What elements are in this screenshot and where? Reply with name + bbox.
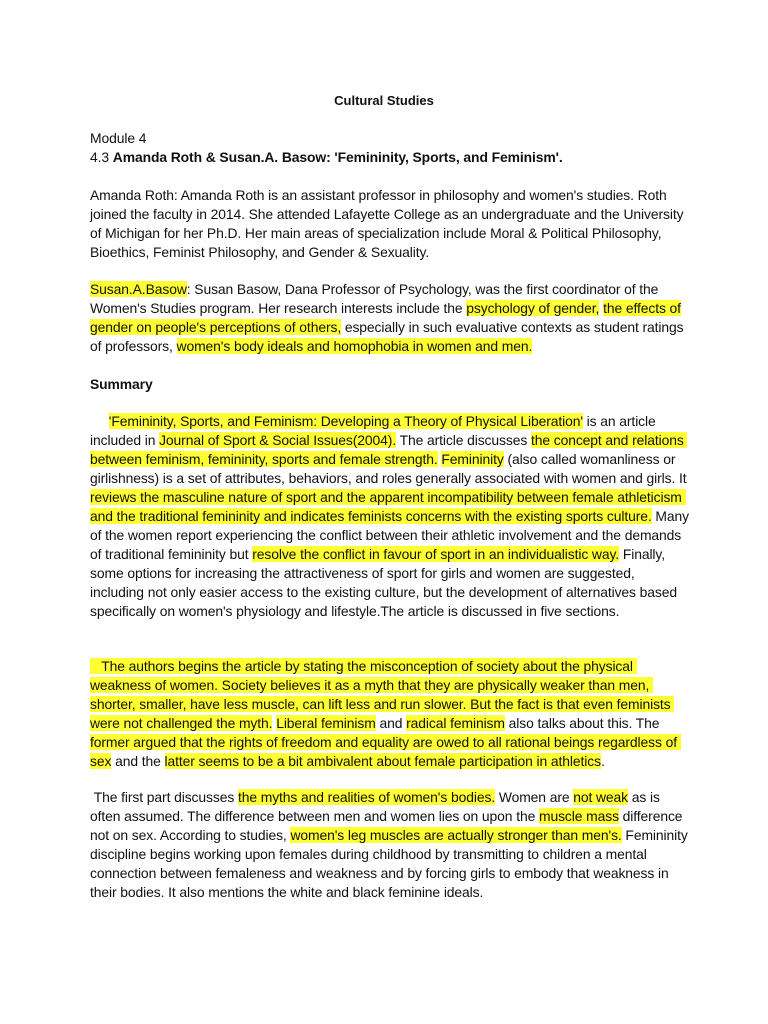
roth-bio: Amanda Roth: Amanda Roth is an assistant professor in philosophy and women's studies. Roth joined the faculty in 2014. She attended Lafayette College as an undergraduate and the University of Michigan for her Ph.D. Her main areas of specialization include Moral & Political Philosophy, Bioethics, Feminist Philosophy, and Gender & Sexuality. (90, 187, 684, 260)
text-segment: Women are (495, 789, 574, 805)
highlighted-text: women's body ideals and homophobia in women and men. (176, 338, 533, 354)
module-heading (90, 129, 690, 167)
highlighted-text: women's leg muscles are actually stronger than men's. (290, 827, 622, 843)
highlighted-text: resolve the conflict in favour of sport in an individualistic way. (252, 546, 620, 562)
text-segment: : Susan Basow, Dana Professor of Psychology, was the first coordinator of the Women's Studies program. Her research interests include the (90, 281, 659, 316)
highlighted-text: latter seems to be a bit ambivalent about female participation in athletics (164, 753, 601, 769)
summary-paragraph-3 (90, 788, 690, 902)
text-segment: (also called womanliness or girlishness) is a set of attributes, behaviors, and roles generally associated with women and girls. It (90, 451, 691, 486)
highlighted-text: the concept and relations between feminism, femininity, sports and female strength. (90, 432, 688, 467)
highlighted-text: 'Femininity, Sports, and Feminism: Developing a Theory of Physical Liberation' (108, 413, 583, 429)
page-title: Cultural Studies (334, 93, 434, 108)
highlighted-text: muscle mass (538, 808, 619, 824)
highlighted-text: reviews the masculine nature of sport and the apparent incompatibility between female athleticism and the traditional femininity and indicates feminists concerns with the existing sports culture. (90, 489, 686, 524)
highlighted-text: psychology of gender, (466, 300, 600, 316)
highlighted-text: Susan.A.Basow (90, 281, 187, 297)
highlighted-text: Liberal feminism (276, 715, 376, 731)
text-segment: The article discusses (396, 432, 531, 448)
text-segment (90, 413, 109, 429)
text-segment: also talks about this. The (504, 715, 664, 731)
article-heading-number: 4.3 (90, 149, 110, 165)
highlighted-text: radical feminism (406, 715, 505, 731)
summary-paragraph-1 (90, 412, 693, 621)
text-segment: and the (111, 753, 165, 769)
text-segment: as is often assumed. The difference between men and women lies on upon the (90, 789, 664, 824)
text-segment: difference not on sex. According to studies, (90, 808, 687, 843)
text-segment: Femininity discipline begins working upon females during childhood by transmitting to children a mental connection between femaleness and weakness and by forcing girls to embody that weakness in their bodies. It also mentions the white and black feminine ideals. (90, 827, 692, 900)
highlighted-text: the effects of gender on people's perceptions of others, (90, 300, 681, 335)
highlighted-text: the myths and realities of women's bodies. (237, 789, 496, 805)
text-segment: Many of the women report experiencing the conflict between their athletic involvement and the demands of traditional femininity but (90, 508, 693, 562)
text-segment: and (375, 715, 407, 731)
article-heading-title: Amanda Roth & Susan.A. Basow: 'Femininity, Sports, and Feminism'. (112, 149, 563, 165)
text-segment: The first part discusses (90, 789, 238, 805)
text-segment: especially in such evaluative contexts as student ratings of professors, (90, 319, 684, 354)
text-segment: is an article included in (90, 413, 660, 448)
summary-paragraph-2 (90, 657, 690, 771)
text-segment: Finally, some options for increasing the attractiveness of sport for girls and women are suggested, including not only easier access to the existing culture, but the development of alternatives based specifically on women's physiology and lifestyle.The article is discussed in five sections. (90, 546, 681, 619)
article-heading (90, 148, 690, 167)
basow-bio (90, 280, 690, 356)
text-segment: . (600, 753, 605, 769)
summary-heading: Summary (90, 376, 153, 392)
highlighted-text: Journal of Sport & Social Issues(2004). (159, 432, 397, 448)
module-label: Module 4 (90, 130, 147, 146)
highlighted-text: The authors begins the article by stating the misconception of society about the physical weakness of women. Society believes it as a myth that they are physically weaker than men, shorter, smaller, have less muscle, can lift less and run slower. But the fact is that even feminists were not challenged the myth. (90, 658, 675, 731)
highlighted-text: not weak (573, 789, 629, 805)
highlighted-text: Femininity (441, 451, 504, 467)
highlighted-text: former argued that the rights of freedom and equality are owed to all rational beings regardless of sex (90, 734, 681, 769)
